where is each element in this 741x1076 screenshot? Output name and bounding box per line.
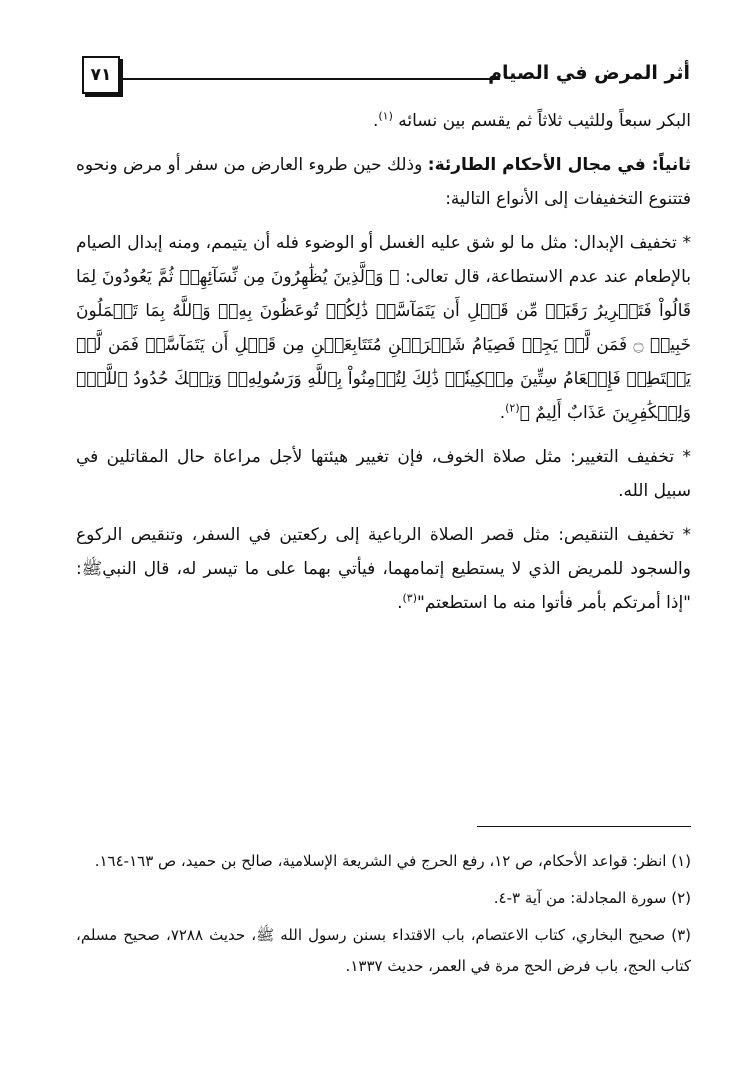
running-title: أثر المرض في الصيام <box>488 62 690 84</box>
footnote-number: (٢) <box>671 889 691 907</box>
footnote-ref-3: (٣) <box>402 591 418 605</box>
section-heading: ثانياً: في مجال الأحكام الطارئة: <box>427 155 691 175</box>
paragraph-text: وذلك حين طروء العارض من سفر أو مرض ونحوه فتتنوع التخفيفات إلى الأنواع التالية: <box>76 155 691 209</box>
paragraph-incidental-rulings <box>76 148 691 216</box>
footnote-separator <box>477 826 691 827</box>
item-heading: * تخفيف التنقيص: <box>558 525 691 545</box>
footnote-ref-2: (٢) <box>505 401 520 415</box>
page-number: ٧١ <box>82 56 120 94</box>
footnote-ref-1: (١) <box>378 109 393 123</box>
footnote-text: سورة المجادلة: من آية ٣-٤. <box>493 889 667 907</box>
page-header <box>82 56 690 98</box>
footnote-3 <box>76 920 691 982</box>
footnote-2 <box>76 883 691 914</box>
paragraph-reduction: * تخفيف التنقيص: مثل قصر الصلاة الرباعية إلى ركعتين في السفر، وتنقيص الركوع والسجود للمريض الذي لا يستطيع إتمامهما، فيأتي بهما على ما تيسر له، قال النبيﷺ: "إذا أمرتكم بأمر فأتوا منه ما استطعتم"$^{(٣)}$. <box>76 525 691 613</box>
paragraph-text: مثل ما لو شق عليه الغسل أو الوضوء فله أن يتيمم، ومنه إبدال الصيام بالإطعام عند عدم الاستطاعة، قال تعالى: <box>76 233 692 287</box>
header-rule <box>122 78 500 80</box>
footnote-text: صحيح البخاري، كتاب الاعتصام، باب الاقتداء بسنن رسول الله ﷺ، حديث ٧٢٨٨، صحيح مسلم، كتاب الحج، باب فرض الحج مرة في العمر، حديث ١٣٣٧. <box>76 926 691 975</box>
footnote-text: انظر: قواعد الأحكام، ص ١٢، رفع الحرج في الشريعة الإسلامية، صالح بن حميد، ص ١٦٣-١٦٤. <box>94 852 667 870</box>
paragraph-continuation: البكر سبعاً وللثيب ثلاثاً ثم يقسم بين نسائه $^{(١)}$. <box>372 109 691 131</box>
footnote-1 <box>76 846 691 877</box>
paragraph-alteration <box>76 440 691 508</box>
item-heading: * تخفيف الإبدال: <box>573 233 692 253</box>
main-text <box>76 104 691 620</box>
paragraph-substitution: * تخفيف الإبدال: مثل ما لو شق عليه الغسل أو الوضوء فله أن يتيمم، ومنه إبدال الصيام بالإطعام عند عدم الاستطاعة، قال تعالى: ﴿ وَٱلَّذِينَ يُظَٰهِرُونَ مِن نِّسَآئِهِمۡ ثُمَّ يَعُودُونَ لِمَا قَالُواْ فَتَحۡرِيرُ رَقَبَةٖ مِّن قَبۡلِ أَن يَتَمَآسَّاۚ ذَٰلِكُمۡ تُوعَظُونَ بِهِۦۚ وَٱللَّهُ بِمَا تَعۡمَلُونَ خَبِيرٞ ۝ فَمَن لَّمۡ يَجِدۡ فَصِيَامُ شَهۡرَيۡنِ مُتَتَابِعَيۡنِ مِن قَبۡلِ أَن يَتَمَآسَّاۖ فَمَن لَّمۡ يَسۡتَطِعۡ فَإِطۡعَامُ سِتِّينَ مِسۡكِينٗاۚ ذَٰلِكَ لِتُؤۡمِنُواْ بِٱللَّهِ وَرَسُولِهِۦۚ وَتِلۡكَ حُدُودُ ٱللَّهِۗ وَلِلۡكَٰفِرِينَ عَذَابٌ أَلِيمٌ ﴾$^{(٢)}$. <box>76 233 692 423</box>
paragraph-text: البكر سبعاً وللثيب ثلاثاً ثم يقسم بين نسائه <box>398 111 691 131</box>
footnote-number: (٣) <box>671 926 691 944</box>
quran-verse: ﴿ وَٱلَّذِينَ يُظَٰهِرُونَ مِن نِّسَآئِهِمۡ ثُمَّ يَعُودُونَ لِمَا قَالُواْ فَتَحۡرِيرُ رَقَبَةٖ مِّن قَبۡلِ أَن يَتَمَآسَّاۚ ذَٰلِكُمۡ تُوعَظُونَ بِهِۦۚ وَٱللَّهُ بِمَا تَعۡمَلُونَ خَبِيرٞ ۝ فَمَن لَّمۡ يَجِدۡ فَصِيَامُ شَهۡرَيۡنِ مُتَتَابِعَيۡنِ مِن قَبۡلِ أَن يَتَمَآسَّاۖ فَمَن لَّمۡ يَسۡتَطِعۡ فَإِطۡعَامُ سِتِّينَ مِسۡكِينٗاۚ ذَٰلِكَ لِتُؤۡمِنُواْ بِٱللَّهِ وَرَسُولِهِۦۚ وَتِلۡكَ حُدُودُ ٱللَّهِۗ وَلِلۡكَٰفِرِينَ عَذَابٌ أَلِيمٌ ﴾ <box>76 267 692 423</box>
footnotes <box>76 846 691 988</box>
footnote-number: (١) <box>671 852 691 870</box>
paragraph-text: مثل قصر الصلاة الرباعية إلى ركعتين في السفر، وتنقيص الركوع والسجود للمريض الذي لا يستطيع إتمامهما، فيأتي بهما على ما تيسر له، قال النبيﷺ: "إذا أمرتكم بأمر فأتوا منه ما استطعتم" <box>76 525 691 613</box>
paragraph-text: مثل صلاة الخوف، فإن تغيير هيئتها لأجل مراعاة حال المقاتلين في سبيل الله. <box>76 447 691 501</box>
item-heading: * تخفيف التغيير: <box>570 447 691 467</box>
